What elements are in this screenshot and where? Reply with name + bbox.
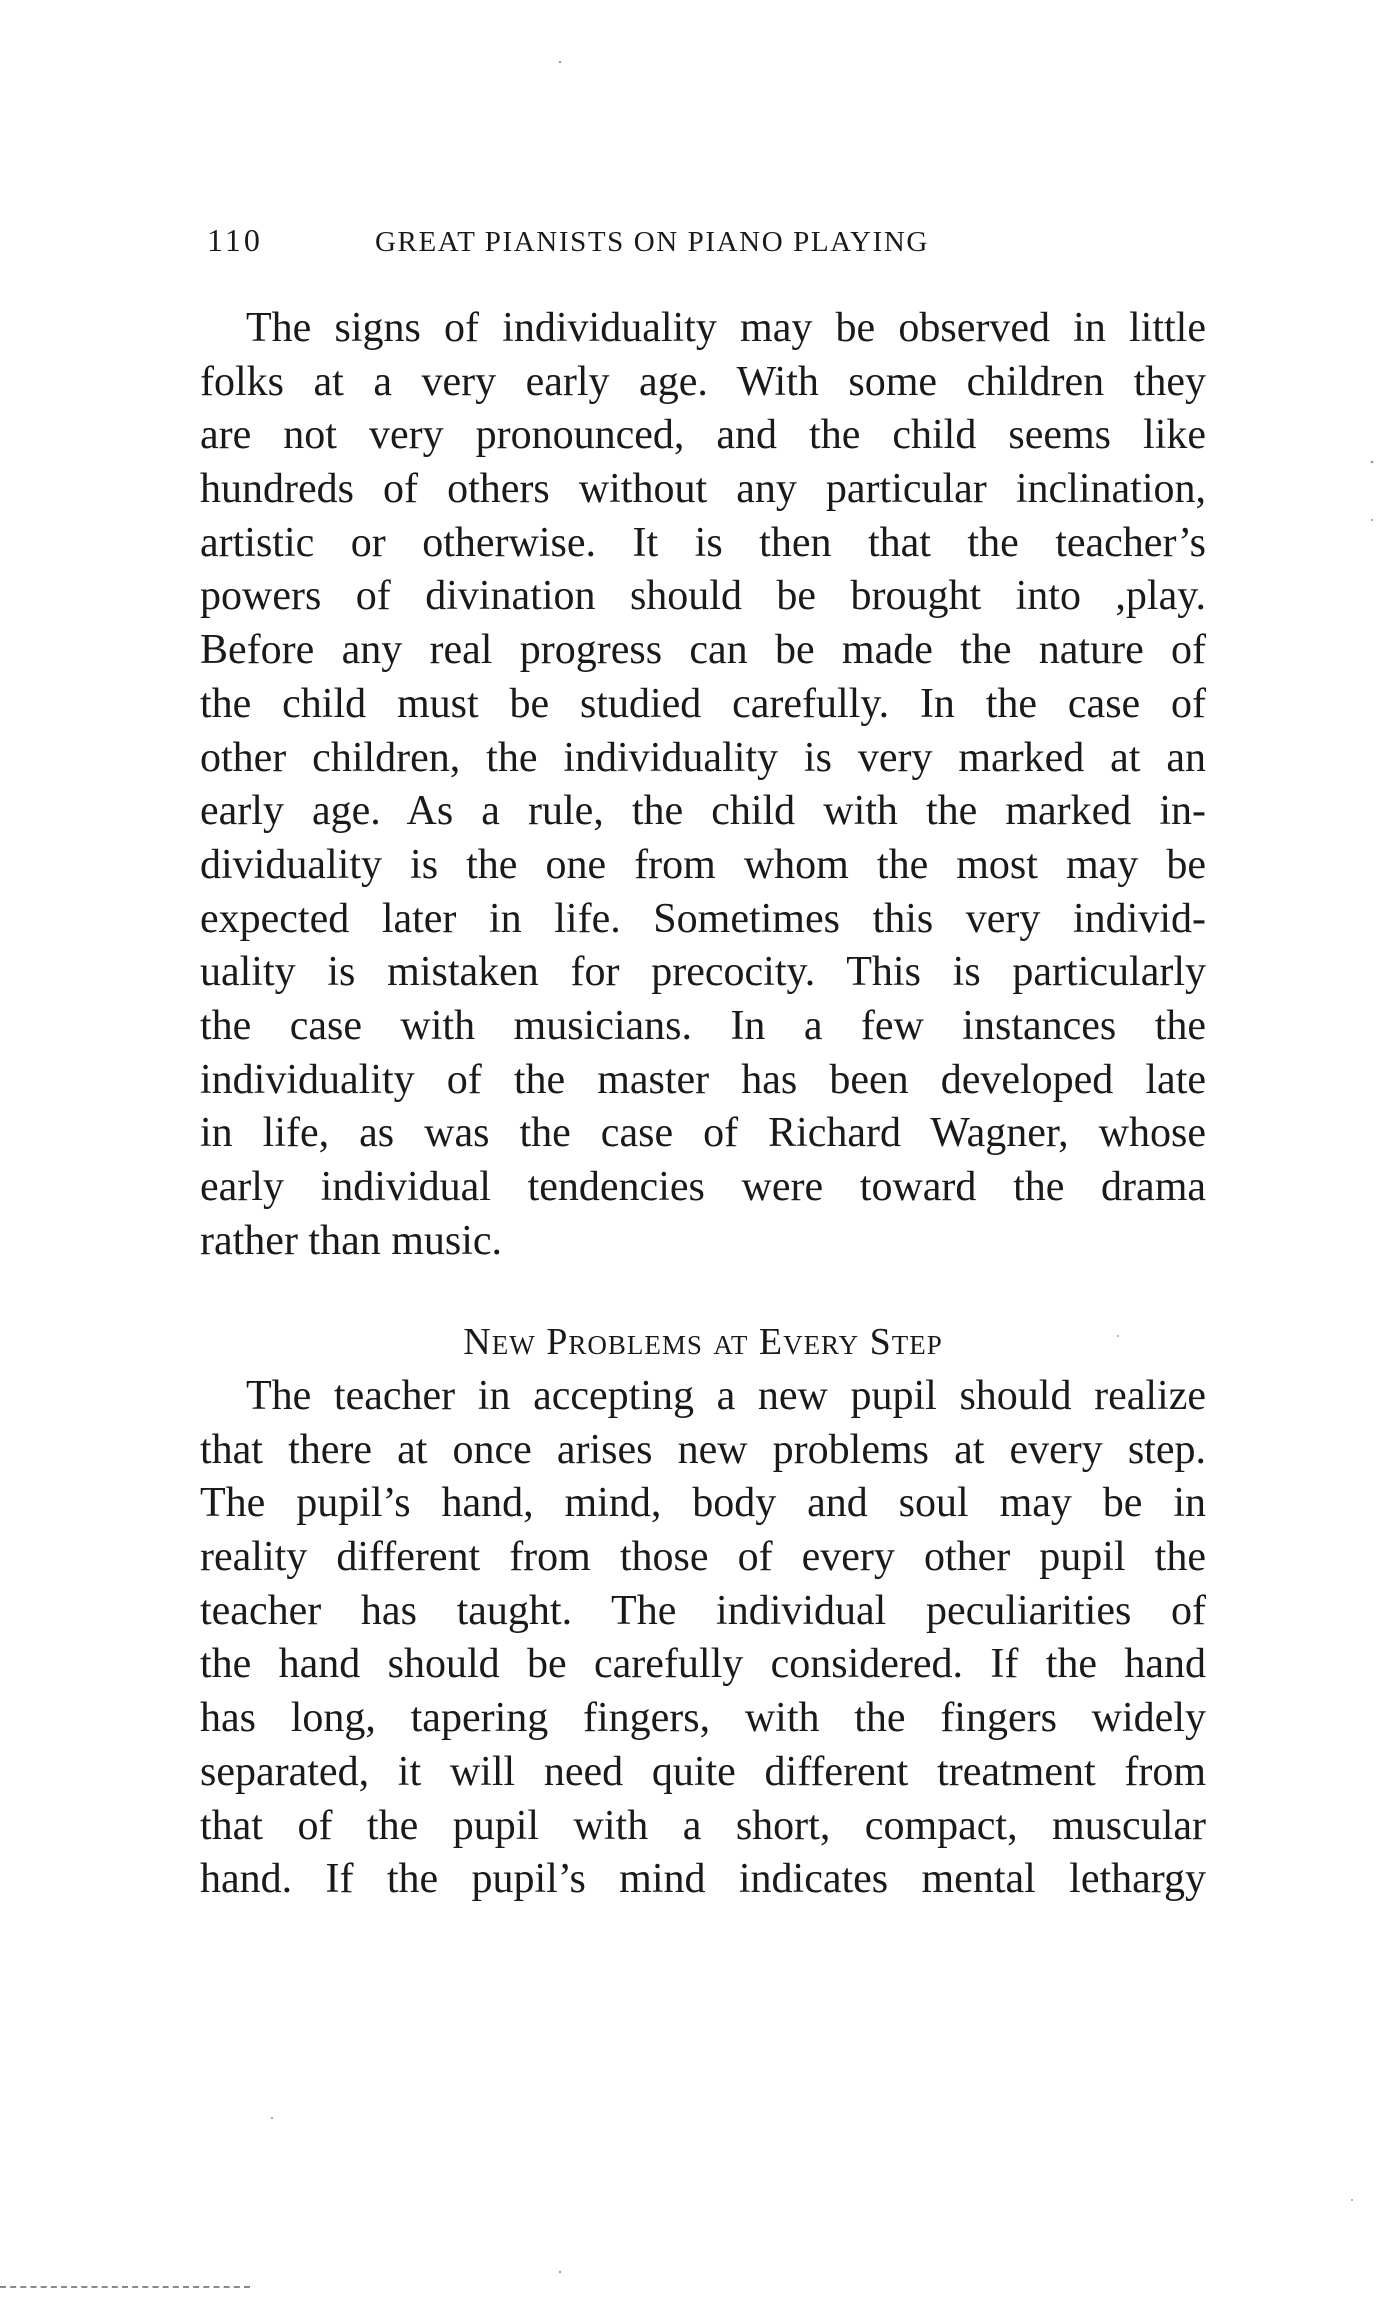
text-line: The pupil’s hand, mind, body and soul may be in	[200, 1480, 1206, 1527]
text-line: the hand should be carefully considered. If the hand	[200, 1641, 1206, 1688]
text-line: expected later in life. Sometimes this very individ-	[200, 895, 1206, 942]
text-line: The signs of individuality may be observed in little	[246, 305, 1206, 351]
scan-edge-rule	[0, 2286, 250, 2290]
text-line: early age. As a rule, the child with the marked in-	[200, 788, 1206, 835]
text-line: other children, the individuality is very marked at an	[200, 734, 1206, 781]
text-line: in life, as was the case of Richard Wagner, whose	[200, 1110, 1206, 1157]
text-line: early individual tendencies were toward the drama	[200, 1164, 1206, 1210]
paper-speck	[559, 61, 561, 63]
text-line: folks at a very early age. With some children they	[200, 358, 1206, 405]
text-line: that of the pupil with a short, compact, muscular	[200, 1802, 1206, 1849]
text-line: hundreds of others without any particular inclination,	[200, 466, 1206, 513]
paragraph-new-problems	[200, 1370, 1206, 1907]
paragraph-individuality	[200, 302, 1206, 1268]
paper-speck	[559, 2271, 561, 2273]
text-line: has long, tapering fingers, with the fingers widely	[200, 1695, 1206, 1742]
section-heading: New Problems at Every Step	[463, 1321, 943, 1363]
text-line: dividuality is the one from whom the most may be	[200, 841, 1206, 888]
text-line: rather than music.	[200, 1217, 503, 1264]
text-line: teacher has taught. The individual peculiarities of	[200, 1587, 1206, 1634]
text-line: reality different from those of every other pupil the	[200, 1534, 1206, 1581]
text-line: that there at once arises new problems at every step.	[200, 1426, 1206, 1473]
page-number: 110	[207, 222, 263, 258]
text-line: separated, it will need quite different treatment from	[200, 1748, 1206, 1795]
paper-speck	[1351, 2199, 1353, 2201]
running-head	[207, 222, 1207, 268]
running-title: GREAT PIANISTS ON PIANO PLAYING	[375, 226, 929, 258]
text-line: hand. If the pupil’s mind indicates mental lethargy	[200, 1856, 1206, 1903]
text-line: artistic or otherwise. It is then that the teacher’s	[200, 519, 1206, 566]
text-line: Before any real progress can be made the nature of	[200, 627, 1206, 674]
text-line: powers of divination should be brought into ,play.	[200, 573, 1206, 620]
text-line: individuality of the master has been developed late	[200, 1056, 1206, 1103]
text-line: the child must be studied carefully. In the case of	[200, 680, 1206, 727]
paper-speck	[1371, 461, 1374, 464]
text-line: The teacher in accepting a new pupil should realize	[246, 1373, 1206, 1419]
paper-speck	[1371, 519, 1373, 521]
text-line: are not very pronounced, and the child seems like	[200, 412, 1206, 459]
text-line: the case with musicians. In a few instances the	[200, 1002, 1206, 1049]
text-line: uality is mistaken for precocity. This is particularly	[200, 949, 1206, 996]
paper-speck	[271, 2117, 273, 2119]
